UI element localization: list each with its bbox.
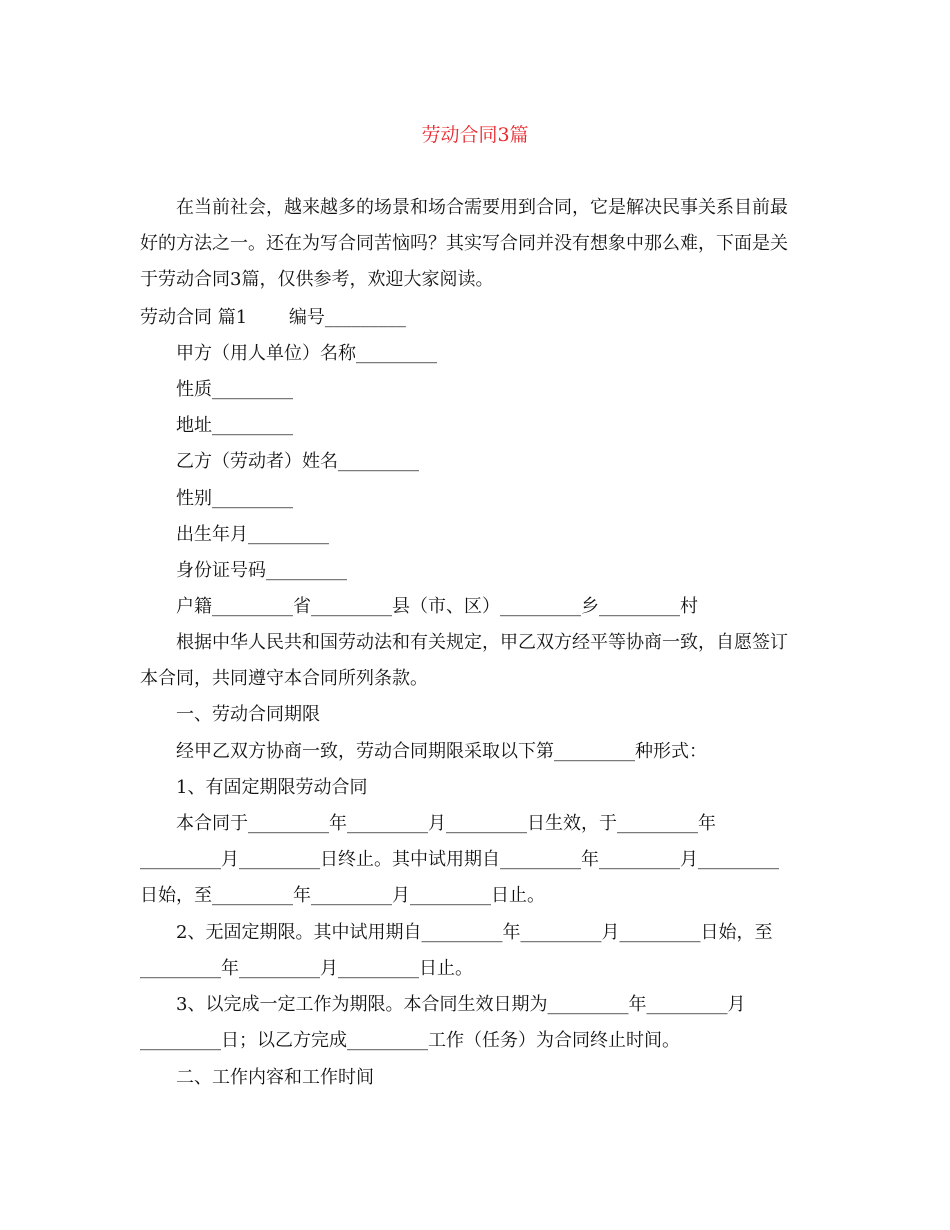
- text-line: _________年_________月_________日止。: [140, 958, 473, 979]
- text-line: 甲方（用人单位）名称_________: [140, 343, 437, 364]
- text-line: 出生年月_________: [140, 524, 329, 545]
- text-line: 3、以完成一定工作为期限。本合同生效日期为_________年_________月: [140, 994, 746, 1015]
- text-line: 性质_________: [140, 379, 293, 400]
- text-line: 乙方（劳动者）姓名_________: [140, 451, 419, 472]
- text-line: 二、工作内容和工作时间: [140, 1067, 374, 1088]
- text-line: 好的方法之一。还在为写合同苦恼吗？其实写合同并没有想象中那么难，下面是关: [140, 233, 788, 254]
- text-line: 户籍_________省_________县（市、区）_________乡_________村: [140, 596, 698, 617]
- text-line: 本合同，共同遵守本合同所列条款。: [140, 668, 428, 689]
- text-line: 根据中华人民共和国劳动法和有关规定，甲乙双方经平等协商一致，自愿签订: [140, 632, 788, 653]
- text-line: 本合同于_________年_________月_________日生效，于_________年: [140, 813, 716, 834]
- text-line: 于劳动合同3篇，仅供参考，欢迎大家阅读。: [140, 269, 494, 290]
- text-line: 身份证号码_________: [140, 560, 347, 581]
- text-line: 经甲乙双方协商一致，劳动合同期限采取以下第_________种形式：: [140, 741, 707, 762]
- text-line: 2、无固定期限。其中试用期自_________年_________月_________日始，至: [140, 922, 773, 943]
- text-line: 日始，至_________年_________月_________日止。: [140, 885, 545, 906]
- document-title: 劳动合同3篇: [421, 124, 529, 146]
- text-line: 1、有固定期限劳动合同: [140, 777, 368, 798]
- text-line: 性别_________: [140, 488, 293, 509]
- text-line: 一、劳动合同期限: [140, 704, 320, 725]
- text-line: _________月_________日终止。其中试用期自_________年_________月_________: [140, 849, 779, 870]
- text-line: _________日；以乙方完成_________工作（任务）为合同终止时间。: [140, 1030, 680, 1051]
- text-line: 地址_________: [140, 415, 293, 436]
- text-line: 在当前社会，越来越多的场景和场合需要用到合同，它是解决民事关系目前最: [140, 197, 788, 218]
- text-line: 劳动合同 篇1 编号_________: [140, 307, 406, 328]
